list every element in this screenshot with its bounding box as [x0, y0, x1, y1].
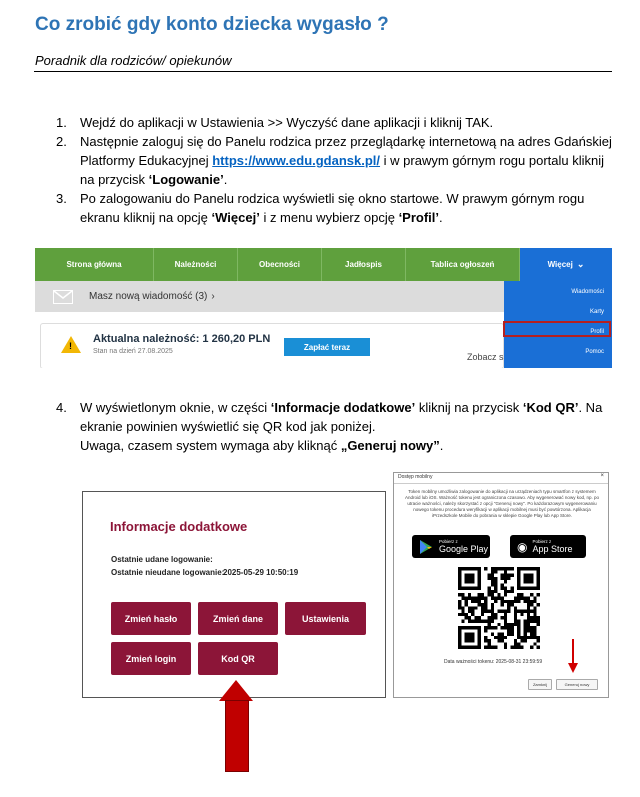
arrow-down-shaft — [572, 639, 574, 665]
step-number: 3. — [56, 191, 67, 206]
step-text-part: . — [439, 438, 444, 453]
step-emphasis: ‘Logowanie’ — [148, 172, 224, 187]
envelope-icon — [53, 290, 73, 304]
app-store-big: App Store — [532, 544, 573, 554]
step-text — [80, 398, 616, 455]
step-emphasis: „Generuj nowy” — [340, 438, 440, 453]
app-store-badge[interactable] — [510, 535, 586, 558]
close-icon[interactable]: × — [600, 473, 604, 479]
info-title: Informacje dodatkowe — [110, 519, 248, 534]
app-store-text — [532, 539, 572, 554]
step-text-part: . — [439, 210, 443, 225]
dialog-title: Dostęp mobilny — [398, 474, 433, 480]
portal-screenshot — [35, 248, 612, 368]
change-password-button[interactable]: Zmień hasło — [111, 602, 191, 635]
nav-noticeboard[interactable]: Tablica ogłoszeń — [406, 248, 520, 281]
step-3 — [56, 189, 616, 227]
dialog-titlebar — [394, 473, 608, 484]
page-subtitle: Poradnik dla rodziców/ opiekunów — [35, 53, 232, 68]
google-play-badge[interactable] — [412, 535, 490, 558]
due-amount: Aktualna należność: 1 260,20 PLN — [93, 333, 271, 345]
step-4-row — [56, 398, 616, 455]
last-login: Ostatnie udane logowanie: — [111, 555, 213, 564]
google-play-big: Google Play — [439, 544, 489, 554]
arrow-down-icon — [568, 663, 578, 673]
dues-panel — [40, 323, 504, 368]
step-text-part: i z menu wybierz opcję — [259, 210, 399, 225]
step-2 — [56, 132, 616, 189]
google-play-text — [439, 539, 488, 554]
step-text-part: . — [223, 172, 228, 187]
mobile-token-screenshot — [393, 472, 609, 698]
dropdown-item-cards[interactable]: Karty — [589, 309, 604, 315]
google-play-small: Pobierz z — [439, 539, 458, 544]
step-emphasis: ‘Informacje dodatkowe’ — [270, 400, 416, 415]
qr-code-image — [458, 567, 540, 649]
step-emphasis: ‘Kod QR’ — [522, 400, 579, 415]
close-button-label: Zamknij — [532, 682, 547, 687]
nav-attendance[interactable]: Obecności — [238, 248, 322, 281]
close-button[interactable] — [528, 679, 552, 690]
step-text — [80, 132, 616, 189]
profile-highlight — [503, 321, 611, 337]
qr-code-button[interactable]: Kod QR — [198, 642, 278, 675]
nav-menu[interactable]: Jadłospis — [322, 248, 406, 281]
change-data-button[interactable]: Zmień dane — [198, 602, 278, 635]
arrow-up-icon — [219, 680, 253, 701]
pay-now-button[interactable]: Zapłać teraz — [284, 338, 370, 356]
step-text-part: i w prawym górnym rogu portalu kliknij na przycisk — [80, 153, 605, 187]
generate-new-button[interactable] — [556, 679, 598, 690]
arrow-shaft — [225, 700, 249, 772]
token-valid-until: Data ważności tokenu: 2025-08-31 23:59:59 — [444, 659, 543, 665]
dialog-description: Token mobilny umożliwia zalogowanie do aplikacji na urządzeniach typu smartfon z systemem Android lub iOS. Ważność tokenu jest ograniczona czasowo. Aby wygenerować nowy kod, np. po utracie ważności, należy skorzystać z opcji "Generuj nowy". Po każdorazowym wygenerowaniu nowego tokenu procedura weryfikacji w aplikacji mobilnej musi być powtórzona. Aplikacja iPrzedszkole Mobile do pobrania w sklepie Google Play lub App Store. — [405, 489, 599, 518]
portal-link[interactable]: https://www.edu.gdansk.pl/ — [212, 153, 381, 168]
page-title: Co zrobić gdy konto dziecka wygasło ? — [35, 14, 389, 35]
step-text — [80, 189, 616, 227]
app-store-small: Pobierz z — [532, 539, 552, 544]
dropdown-item-profile[interactable]: Profil — [590, 329, 604, 335]
steps-list — [56, 113, 616, 227]
divider — [34, 71, 612, 72]
step-4 — [56, 398, 616, 455]
step-text-part: W wyświetlonym oknie, w części — [80, 400, 271, 415]
last-failed-login-label: Ostatnie nieudane logowanie: — [111, 568, 225, 577]
generate-new-label: Generuj nowy — [564, 682, 590, 687]
step-emphasis: ‘Więcej’ — [211, 210, 260, 225]
step-number: 1. — [56, 115, 67, 130]
messages-text: Masz nową wiadomość (3) — [89, 291, 208, 302]
dropdown-item-help[interactable]: Pomoc — [585, 349, 604, 355]
step-text: Wejdź do aplikacji w Ustawienia >> Wyczyść dane aplikacji i kliknij TAK. — [80, 115, 494, 130]
info-screenshot — [82, 491, 386, 698]
last-failed-login-value: 2025-05-29 10:50:19 — [223, 568, 299, 577]
nav-dues[interactable]: Należności — [154, 248, 238, 281]
warning-mark: ! — [69, 341, 72, 351]
chevron-down-icon: ⌄ — [576, 259, 585, 269]
dropdown-item-messages[interactable]: Wiadomości — [571, 289, 604, 295]
step-text-part: Uwaga, czasem system wymaga aby kliknąć — [80, 438, 341, 453]
step-text-part: . Na ekranie powinien wyświetlić się QR kod jak poniżej. — [80, 400, 603, 434]
google-play-icon — [418, 539, 434, 555]
step-text-part: Po zalogowaniu do Panelu rodzica wyświetli się okno startowe. W prawym górnym rogu ekranu kliknij na opcję — [80, 191, 585, 225]
step-number: 4. — [56, 400, 67, 415]
messages-bar[interactable] — [35, 281, 505, 312]
settings-button[interactable]: Ustawienia — [285, 602, 366, 635]
apple-icon: ◉ — [517, 539, 528, 554]
see-all-link[interactable]: Zobacz s — [467, 352, 504, 362]
nav-more-button[interactable] — [520, 248, 612, 281]
step-text-part: Następnie zaloguj się do Panelu rodzica przez przeglądarkę internetową na adres Gdańskiej Platformy Edukacyjnej — [80, 134, 612, 168]
portal-navbar — [35, 248, 612, 281]
chevron-right-icon: › — [211, 291, 215, 302]
step-1 — [56, 113, 616, 132]
step-emphasis: ‘Profil’ — [398, 210, 440, 225]
due-date: Stan na dzień 27.08.2025 — [93, 348, 173, 355]
step-number: 2. — [56, 134, 67, 149]
nav-more-label: Więcej — [547, 260, 573, 269]
change-login-button[interactable]: Zmień login — [111, 642, 191, 675]
step-text-part: kliknij na przycisk — [415, 400, 523, 415]
nav-home[interactable]: Strona główna — [35, 248, 154, 281]
